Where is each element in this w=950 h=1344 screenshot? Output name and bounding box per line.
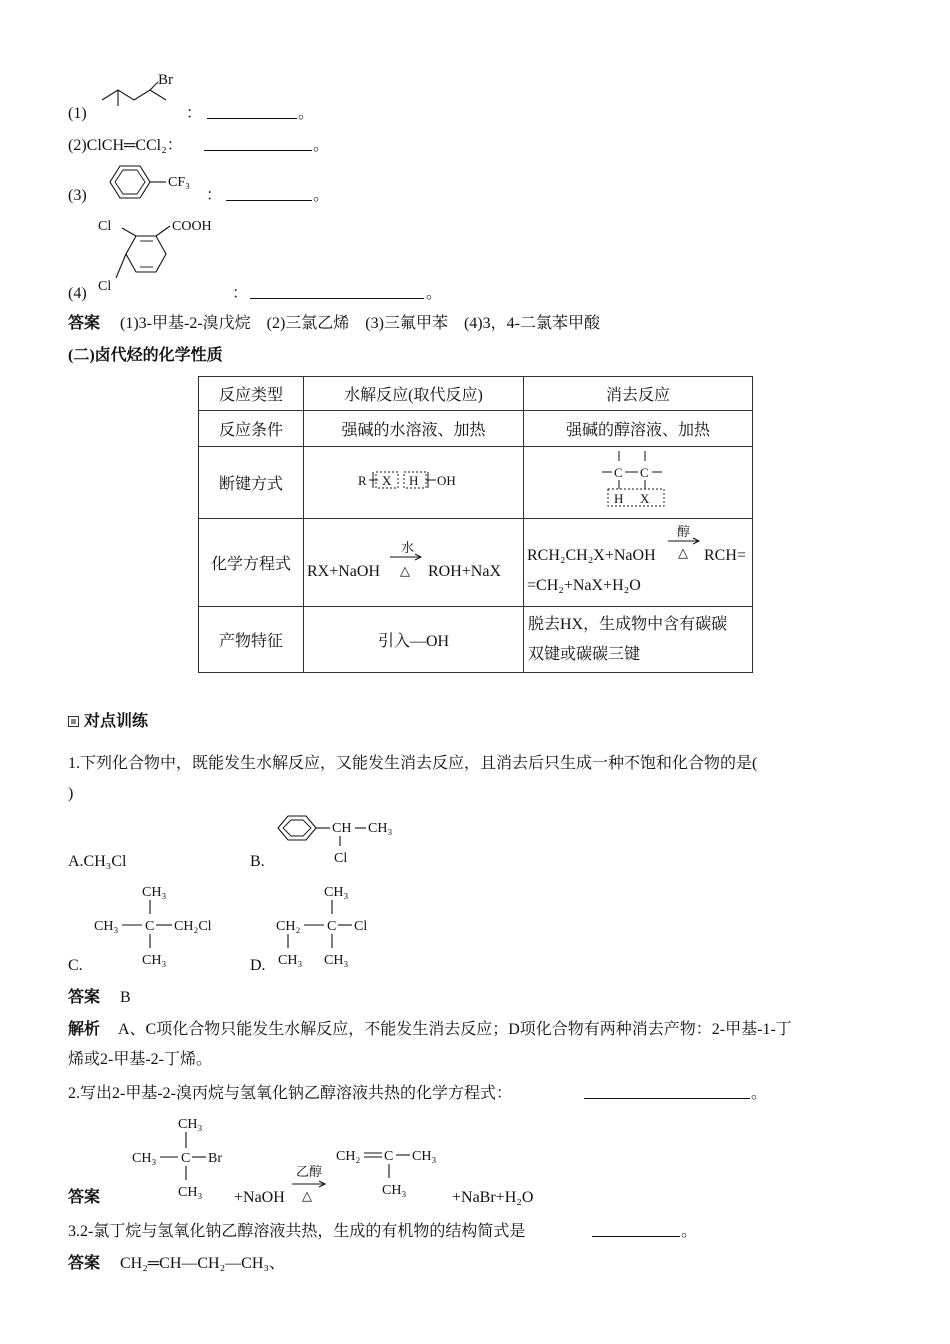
q4-cl2: Cl bbox=[98, 279, 112, 294]
q3-cf3: CF₃ bbox=[168, 175, 191, 190]
q3-blank[interactable] bbox=[592, 1222, 680, 1237]
hydro-eq-cond-bottom: △ bbox=[400, 563, 410, 578]
elim-product bbox=[524, 607, 753, 673]
option-c: C. bbox=[68, 957, 83, 974]
q1-analysis-label: 解析 bbox=[68, 1021, 101, 1038]
svg-text:CH₂: CH₂ bbox=[336, 1149, 361, 1164]
svg-text:CH₃: CH₃ bbox=[368, 821, 393, 836]
q1-label: (1) bbox=[68, 105, 87, 122]
q4-structure bbox=[94, 214, 234, 296]
row-break-label: 断键方式 bbox=[199, 447, 304, 519]
hydro-break bbox=[304, 447, 524, 519]
header-elimination: 消去反应 bbox=[524, 377, 753, 411]
q2-blank[interactable] bbox=[204, 136, 312, 151]
svg-text:Cl: Cl bbox=[334, 851, 348, 866]
q3-blank[interactable] bbox=[226, 186, 312, 201]
elim-eq-right: RCH= bbox=[704, 547, 746, 564]
svg-text:CH₃: CH₃ bbox=[132, 1151, 157, 1166]
q4-colon: ： bbox=[232, 285, 249, 302]
q2-cond-top: 乙醇 bbox=[296, 1164, 323, 1179]
svg-text:CH₃: CH₃ bbox=[94, 919, 119, 934]
option-d-structure bbox=[274, 878, 394, 970]
svg-text:CH₂Cl: CH₂Cl bbox=[174, 919, 212, 934]
reaction-table bbox=[198, 376, 753, 673]
svg-text:H: H bbox=[408, 473, 418, 488]
option-b: B. bbox=[250, 853, 265, 870]
q3-end: 。 bbox=[681, 1223, 698, 1240]
answer-text: (1)3-甲基-2-溴戊烷 (2)三氯乙烯 (3)三氟甲苯 (4)3，4-二氯苯甲酸 bbox=[120, 315, 600, 332]
q4-blank[interactable] bbox=[250, 284, 424, 299]
hydro-eq-left: RX+NaOH bbox=[307, 563, 381, 580]
q3-label: (3) bbox=[68, 187, 87, 204]
q3-answer-label: 答案 bbox=[68, 1255, 101, 1272]
q4-label: (4) bbox=[68, 285, 87, 302]
elim-conditions: 强碱的醇溶液、加热 bbox=[524, 411, 753, 447]
svg-text:X: X bbox=[640, 491, 650, 506]
svg-text:C: C bbox=[181, 1151, 191, 1166]
q1-blank[interactable] bbox=[207, 104, 297, 119]
q1-text-end: ) bbox=[68, 785, 74, 802]
svg-text:C: C bbox=[640, 465, 649, 480]
svg-text:CH₃: CH₃ bbox=[382, 1183, 407, 1198]
hydro-eq-right: ROH+NaX bbox=[428, 563, 502, 580]
svg-text:CH₃: CH₃ bbox=[142, 885, 167, 900]
reaction-arrow-icon bbox=[390, 553, 424, 561]
svg-text:CH: CH bbox=[332, 821, 352, 836]
q2-text: 2.写出2-甲基-2-溴丙烷与氢氧化钠乙醇溶液共热的化学方程式： bbox=[68, 1085, 512, 1102]
header-hydrolysis: 水解反应(取代反应) bbox=[304, 377, 524, 411]
q4-cooh: COOH bbox=[172, 219, 212, 234]
q2-blank[interactable] bbox=[584, 1084, 750, 1099]
q1-br: Br bbox=[158, 72, 173, 88]
hydro-equation bbox=[304, 519, 524, 607]
svg-text:OH: OH bbox=[436, 473, 456, 488]
elim-product-line1: 脱去HX，生成物中含有碳碳 bbox=[528, 615, 728, 633]
q1-end: 。 bbox=[298, 105, 315, 122]
elim-eq-left: RCH₂CH₂X+NaOH bbox=[527, 547, 656, 564]
q1-answer: B bbox=[120, 989, 131, 1006]
svg-text:R: R bbox=[357, 473, 367, 488]
elim-break bbox=[524, 447, 753, 519]
section-marker-icon bbox=[68, 716, 79, 727]
svg-text:H: H bbox=[614, 491, 624, 506]
q3-text: 3.2-氯丁烷与氢氧化钠乙醇溶液共热，生成的有机物的结构简式是 bbox=[68, 1223, 526, 1240]
svg-text:Br: Br bbox=[208, 1151, 222, 1166]
option-c-structure bbox=[92, 878, 232, 970]
q1-structure bbox=[100, 70, 190, 120]
svg-text:CH₃: CH₃ bbox=[412, 1149, 437, 1164]
elim-eq-cond-top: 醇 bbox=[677, 524, 691, 539]
q1-answer-label: 答案 bbox=[68, 989, 101, 1006]
section-heading: (二)卤代烃的化学性质 bbox=[68, 347, 223, 364]
q3-end: 。 bbox=[313, 187, 330, 204]
hydro-eq-cond-top: 水 bbox=[401, 540, 415, 555]
svg-text:CH₃: CH₃ bbox=[278, 953, 303, 968]
q1-text: 1.下列化合物中，既能发生水解反应，又能发生消去反应，且消去后只生成一种不饱和化合物的是( bbox=[68, 755, 758, 772]
q1-analysis-line2: 烯或2-甲基-2-丁烯。 bbox=[68, 1051, 212, 1068]
q3-colon: ： bbox=[206, 187, 223, 204]
svg-text:X: X bbox=[381, 473, 391, 488]
svg-text:CH₂: CH₂ bbox=[276, 919, 301, 934]
option-a: A.CH₃Cl bbox=[68, 853, 127, 870]
q2-end: 。 bbox=[313, 137, 330, 154]
header-type: 反应类型 bbox=[199, 377, 304, 411]
row-conditions-label: 反应条件 bbox=[199, 411, 304, 447]
q4-end: 。 bbox=[426, 285, 443, 302]
svg-text:CH₃: CH₃ bbox=[178, 1117, 203, 1132]
row-product-label: 产物特征 bbox=[199, 607, 304, 673]
hydro-conditions: 强碱的水溶液、加热 bbox=[304, 411, 524, 447]
answer-label: 答案 bbox=[68, 315, 101, 332]
q4-cl1: Cl bbox=[98, 219, 112, 234]
q1-colon: ： bbox=[186, 105, 203, 122]
reaction-arrow-icon bbox=[668, 537, 702, 545]
q2-cond-bottom: △ bbox=[302, 1188, 312, 1203]
q2-byproducts: +NaBr+H₂O bbox=[452, 1189, 534, 1206]
q2-label: (2)ClCH═CCl₂： bbox=[68, 137, 183, 154]
q2-end: 。 bbox=[751, 1085, 768, 1102]
svg-text:C: C bbox=[327, 919, 337, 934]
svg-text:C: C bbox=[145, 919, 155, 934]
svg-text:Cl: Cl bbox=[354, 919, 368, 934]
option-b-structure bbox=[272, 812, 402, 868]
elim-equation bbox=[524, 519, 753, 607]
hydro-break-diagram bbox=[354, 468, 474, 492]
svg-text:C: C bbox=[384, 1149, 394, 1164]
elim-break-diagram bbox=[598, 449, 678, 511]
q2-product-structure bbox=[334, 1140, 454, 1202]
elim-eq-line2: =CH₂+NaX+H₂O bbox=[527, 577, 641, 594]
practice-heading: 对点训练 bbox=[84, 713, 149, 730]
svg-text:CH₃: CH₃ bbox=[178, 1185, 203, 1200]
option-d: D. bbox=[250, 957, 266, 974]
elim-product-line2: 双键或碳碳三键 bbox=[528, 645, 641, 663]
q3-answer: CH₂═CH—CH₂—CH₃、 bbox=[120, 1255, 285, 1272]
q1-analysis-line1: A、C项化合物只能发生水解反应，不能发生消去反应；D项化合物有两种消去产物：2-甲基-1-丁 bbox=[118, 1021, 792, 1038]
svg-text:C: C bbox=[614, 465, 623, 480]
q2-reactant-structure bbox=[130, 1110, 230, 1202]
elim-eq-cond-bottom: △ bbox=[678, 545, 688, 560]
q2-plus-naoh: +NaOH bbox=[234, 1189, 285, 1206]
q2-answer-label: 答案 bbox=[68, 1189, 101, 1206]
svg-text:CH₃: CH₃ bbox=[142, 953, 167, 968]
svg-text:CH₃: CH₃ bbox=[324, 885, 349, 900]
hydro-product: 引入—OH bbox=[304, 607, 524, 673]
svg-text:CH₃: CH₃ bbox=[324, 953, 349, 968]
row-equation-label: 化学方程式 bbox=[199, 519, 304, 607]
q3-structure bbox=[100, 162, 210, 204]
